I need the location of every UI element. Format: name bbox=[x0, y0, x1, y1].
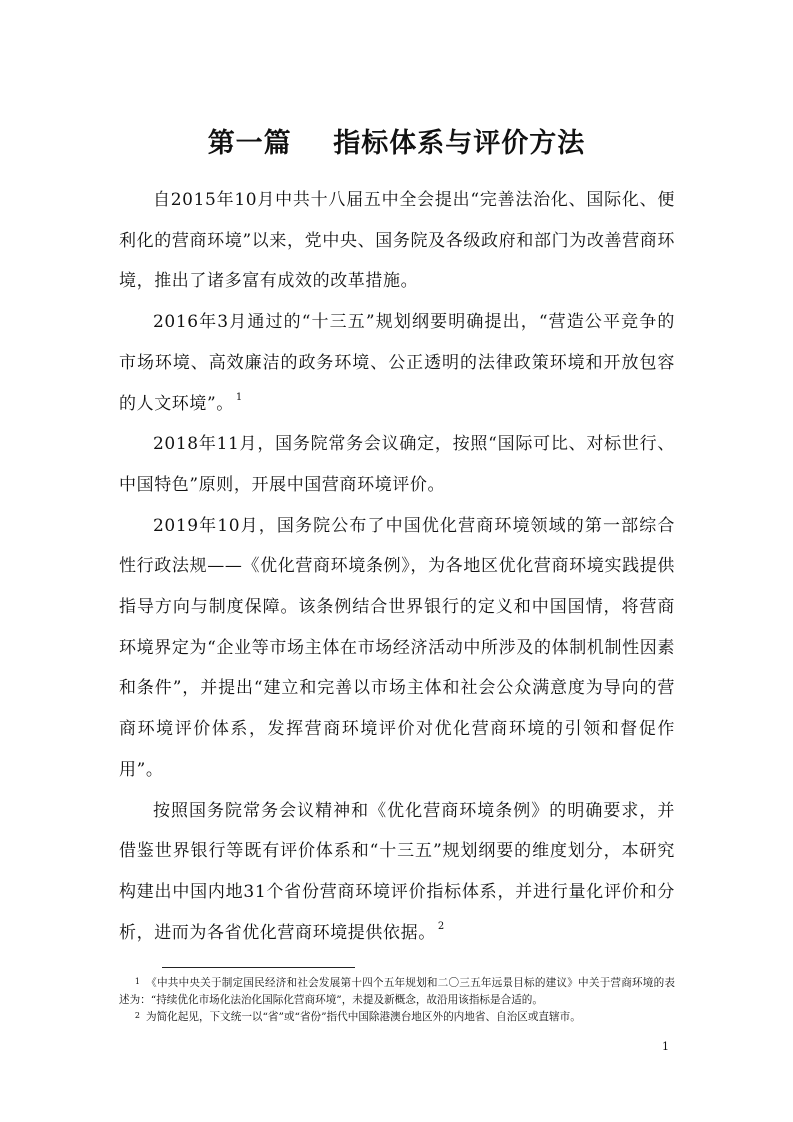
footnote-1 bbox=[119, 975, 675, 1009]
footnote-2-text: 为简化起见，下文统一以“省”或“省份”指代中国除港澳台地区外的内地省、自治区或直辖市。 bbox=[145, 1011, 581, 1023]
paragraph-3 bbox=[119, 424, 675, 505]
body-text bbox=[119, 180, 675, 953]
paragraph-1-text: 自2015年10月中共十八届五中全会提出“完善法治化、国际化、便利化的营商环境”以来，党中央、国务院及各级政府和部门为改善营商环境，推出了诸多富有成效的改革措施。 bbox=[119, 190, 675, 292]
footnote-2 bbox=[119, 1009, 675, 1026]
page-title: 第一篇 指标体系与评价方法 bbox=[207, 128, 586, 160]
footnotes bbox=[119, 975, 675, 1026]
footnote-2-mark: 2 bbox=[134, 1011, 140, 1020]
paragraph-1 bbox=[119, 180, 675, 302]
paragraph-3-text: 2018年11月，国务院常务会议确定，按照“国际可比、对标世行、中国特色”原则，开展中国营商环境评价。 bbox=[119, 434, 675, 495]
paragraph-4-text: 2019年10月，国务院公布了中国优化营商环境领域的第一部综合性行政法规——《优化营商环境条例》，为各地区优化营商环境实践提供指导方向与制度保障。该条例结合世界银行的定义和中国国情，将营商环境界定为“企业等市场主体在市场经济活动中所涉及的体制机制性因素和条件”，并提出“建立和完善以市场主体和社会公众满意度为导向的营商环境评价体系，发挥营商环境评价对优化营商环境的引领和督促作用”。 bbox=[119, 515, 675, 780]
paragraph-4 bbox=[119, 506, 675, 791]
paragraph-2-text: 2016年3月通过的“十三五”规划纲要明确提出，“营造公平竞争的市场环境、高效廉洁的政务环境、公正透明的法律政策环境和开放包容的人文环境”。 bbox=[119, 312, 675, 414]
footnote-1-mark: 1 bbox=[134, 977, 140, 986]
footnote-divider bbox=[162, 967, 355, 968]
footnote-ref-2[interactable]: 2 bbox=[437, 920, 445, 932]
page-number: 1 bbox=[662, 1040, 669, 1053]
paragraph-2 bbox=[119, 302, 675, 424]
footnote-1-text: 《中共中央关于制定国民经济和社会发展第十四个五年规划和二〇三五年远景目标的建议》中关于营商环境的表述为：“持续优化市场化法治化国际化营商环境”，未提及新概念，故沿用该指标是合适的。 bbox=[119, 977, 675, 1006]
footnote-ref-1[interactable]: 1 bbox=[235, 391, 243, 403]
paragraph-5-text: 按照国务院常务会议精神和《优化营商环境条例》的明确要求，并借鉴世界银行等既有评价体系和“十三五”规划纲要的维度划分，本研究构建出中国内地31个省份营商环境评价指标体系，并进行量化评价和分析，进而为各省优化营商环境提供依据。 bbox=[119, 800, 675, 943]
paragraph-5 bbox=[119, 791, 675, 954]
